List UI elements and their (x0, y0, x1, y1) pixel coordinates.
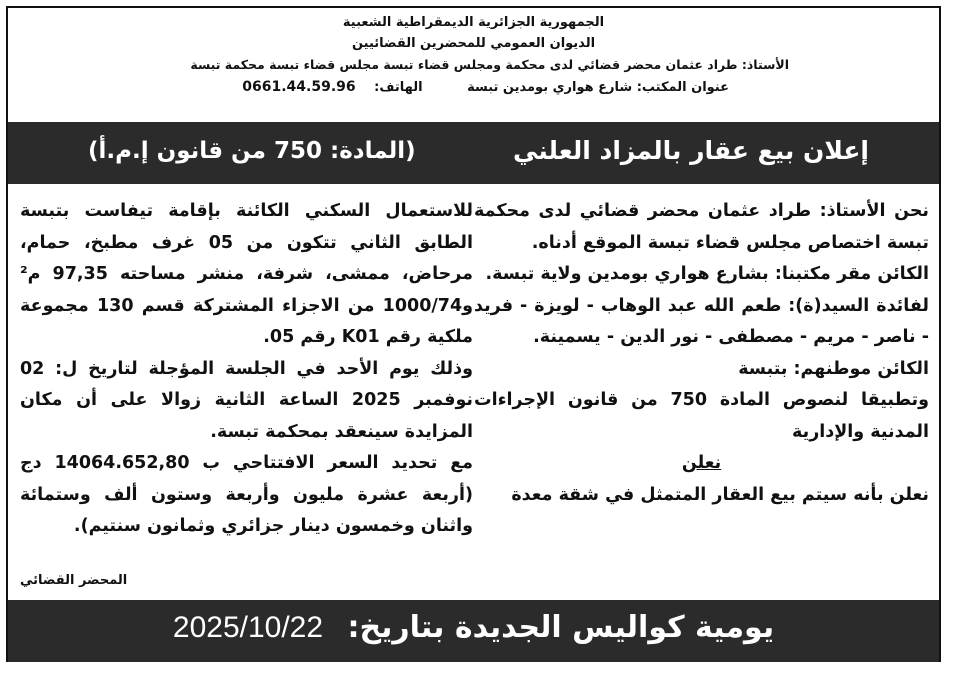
footer-bar (8, 600, 939, 662)
bailiff-name: الأستاذ: طراد عثمان محضر قضائي لدى محكمة ومجلس قضاء تبسة مجلس قضاء تبسة محكمة تبسة (190, 57, 789, 72)
republic-name: الجمهورية الجزائرية الديمقراطية الشعبية (342, 15, 605, 30)
legal-article: (المادة: 750 من قانون إ.م.أ) (88, 138, 416, 164)
announcement-frame (6, 6, 941, 662)
announcement-title: إعلان بيع عقار بالمزاد العلني (513, 136, 869, 165)
paragraph-property: للاستعمال السكني الكائنة بإقامة تيفاست بتبسة الطابق الثاني تتكون من 05 غرف مطبخ، حمام، مرحاض، ممشى، شرفة، منشر مساحته 97,35 م² و1000/74 من الاجزاء المشتركة قسم 130 مجموعة ملكية رقم K01 رقم 05. (20, 201, 474, 347)
signature-label: المحضر القضائي (20, 573, 128, 588)
left-column (20, 196, 473, 543)
title-bar (8, 122, 939, 184)
paragraph-legal-basis: وتطبيقا لنصوص المادة 750 من قانون الإجراءات المدنية والإدارية (474, 390, 929, 442)
paragraph-office: الكائن مقر مكتبنا: بشارع هواري بومدين ولاية تبسة. (485, 264, 929, 284)
paragraph-sale-start: نعلن بأنه سيتم بيع العقار المتمثل في شقة معدة (511, 484, 929, 505)
publication-date: 2025/10/22 (172, 611, 324, 644)
paragraph-session: وذلك يوم الأحد في الجلسة المؤجلة لتاريخ ل: 02 نوفمبر 2025 الساعة الثانية زوالا على أن مكان المزايدة سينعقد بمحكمة تبسة. (20, 358, 473, 442)
office-name: الديوان العمومي للمحضرين القضائيين (351, 36, 596, 51)
office-address: عنوان المكتب: شارع هواري بومدين تبسة (467, 80, 729, 95)
paragraph-beneficiaries: لفائدة السيد(ة): طعم الله عبد الوهاب - لويزة - فريد - ناصر - مريم - مصطفى - نور الدين - يسمينة. (474, 295, 929, 347)
contact-line (18, 78, 729, 97)
right-column (474, 196, 929, 511)
publication-line (173, 610, 774, 645)
paragraph-price: مع تحديد السعر الافتتاحي ب 14064.652,80 دج (أربعة عشرة مليون وأربعة وستون ألف وستمائة واثنان وخمسون دينار جزائري وثمانون سنتيم). (20, 453, 473, 536)
letterhead (8, 8, 939, 122)
paragraph-domicile: الكائن موطنهم: بتبسة (738, 358, 929, 379)
announce-heading: نعلن (681, 453, 722, 473)
paragraph-bailiff: نحن الأستاذ: طراد عثمان محضر قضائي لدى محكمة تبسة اختصاص مجلس قضاء تبسة الموقع أدناه. (474, 201, 929, 253)
phone-label: الهاتف: (374, 80, 423, 95)
publication-label: يومية كواليس الجديدة بتاريخ: (347, 610, 775, 645)
phone-number: 0661.44.59.96 (242, 79, 356, 95)
